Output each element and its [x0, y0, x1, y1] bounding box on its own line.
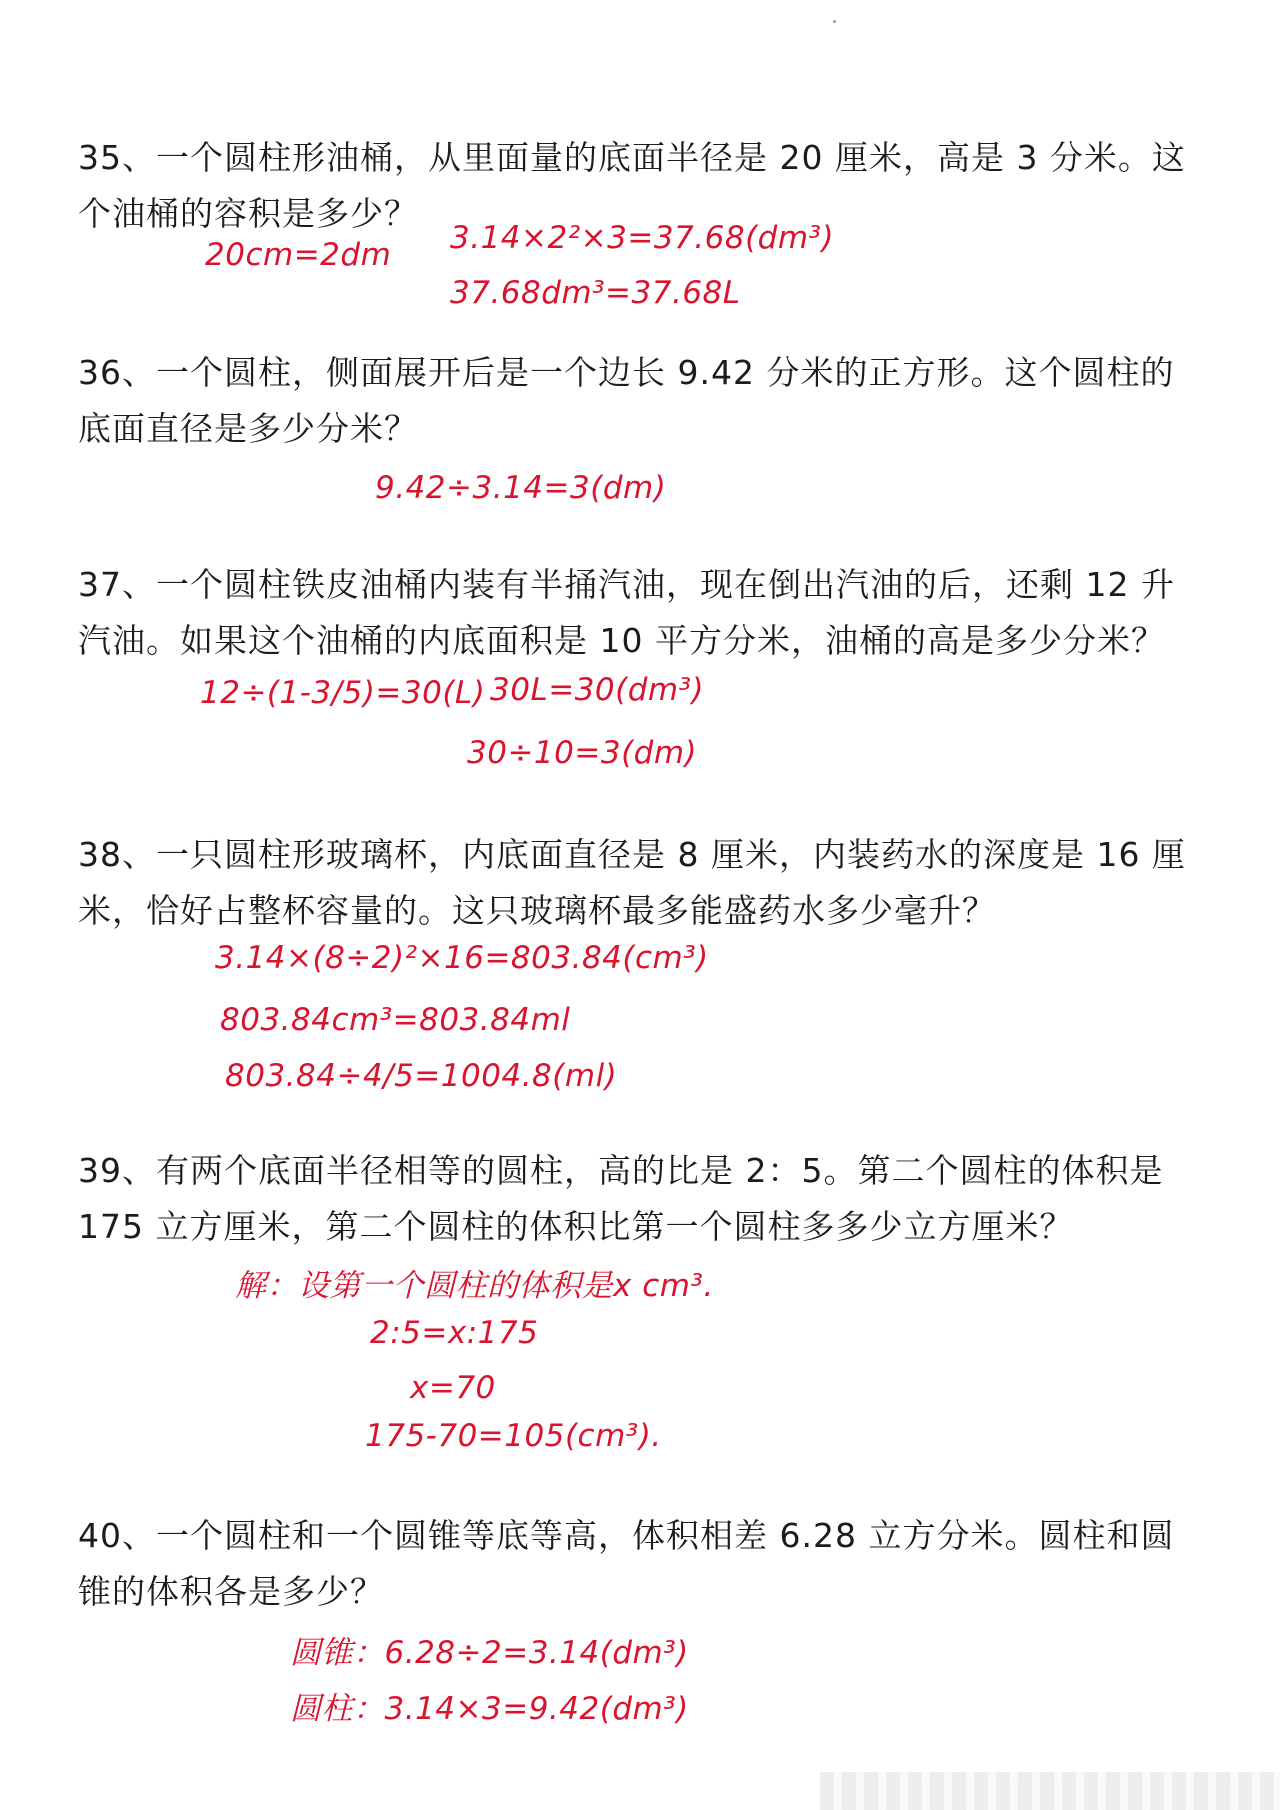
question-39: 39、有两个底面半径相等的圆柱，高的比是 2：5。第二个圆柱的体积是 175 立方厘米，第二个圆柱的体积比第一个圆柱多多少立方厘米？ [78, 1151, 1164, 1246]
answer-38-line-1: 3.14×(8÷2)²×16=803.84(cm³) [215, 940, 709, 976]
answer-35-line-2: 3.14×2²×3=37.68(dm³) [450, 220, 835, 256]
answer-38-line-3: 803.84÷4/5=1004.8(ml) [225, 1058, 618, 1094]
question-35: 35、一个圆柱形油桶，从里面量的底面半径是 20 厘米，高是 3 分米。这个油桶的容积是多少？ [78, 138, 1186, 233]
answer-35-line-3: 37.68dm³=37.68L [450, 275, 741, 311]
answer-37-line-2: 30L=30(dm³) [490, 672, 705, 708]
answer-40-line-2: 圆柱：3.14×3=9.42(dm³) [290, 1691, 689, 1727]
question-36: 36、一个圆柱，侧面展开后是一个边长 9.42 分米的正方形。这个圆柱的底面直径是多少分米？ [78, 353, 1175, 448]
question-37: 37、一个圆柱铁皮油桶内装有半捅汽油，现在倒出汽油的后，还剩 12 升汽油。如果这个油桶的内底面积是 10 平方分米，油桶的高是多少分米？ [78, 565, 1175, 660]
answer-39-line-1: 解：设第一个圆柱的体积是x cm³. [235, 1268, 714, 1304]
answer-39-line-3: x=70 [410, 1370, 496, 1406]
answer-35-line-1: 20cm=2dm [205, 237, 392, 273]
answer-38-line-2: 803.84cm³=803.84ml [220, 1002, 571, 1038]
answer-39-line-2: 2:5=x:175 [370, 1315, 539, 1351]
scan-speck [833, 20, 836, 23]
scan-edge-artifact [820, 1772, 1280, 1810]
answer-40-line-1: 圆锥：6.28÷2=3.14(dm³) [290, 1635, 689, 1671]
question-38: 38、一只圆柱形玻璃杯，内底面直径是 8 厘米，内装药水的深度是 16 厘米，恰好占整杯容量的。这只玻璃杯最多能盛药水多少毫升？ [78, 835, 1186, 930]
question-40: 40、一个圆柱和一个圆锥等底等高，体积相差 6.28 立方分米。圆柱和圆锥的体积各是多少？ [78, 1516, 1175, 1611]
answer-36-line-1: 9.42÷3.14=3(dm) [375, 470, 667, 506]
answer-37-line-1: 12÷(1-3/5)=30(L) [200, 675, 486, 711]
answer-37-line-3: 30÷10=3(dm) [467, 735, 698, 771]
answer-39-line-4: 175-70=105(cm³). [365, 1418, 662, 1454]
